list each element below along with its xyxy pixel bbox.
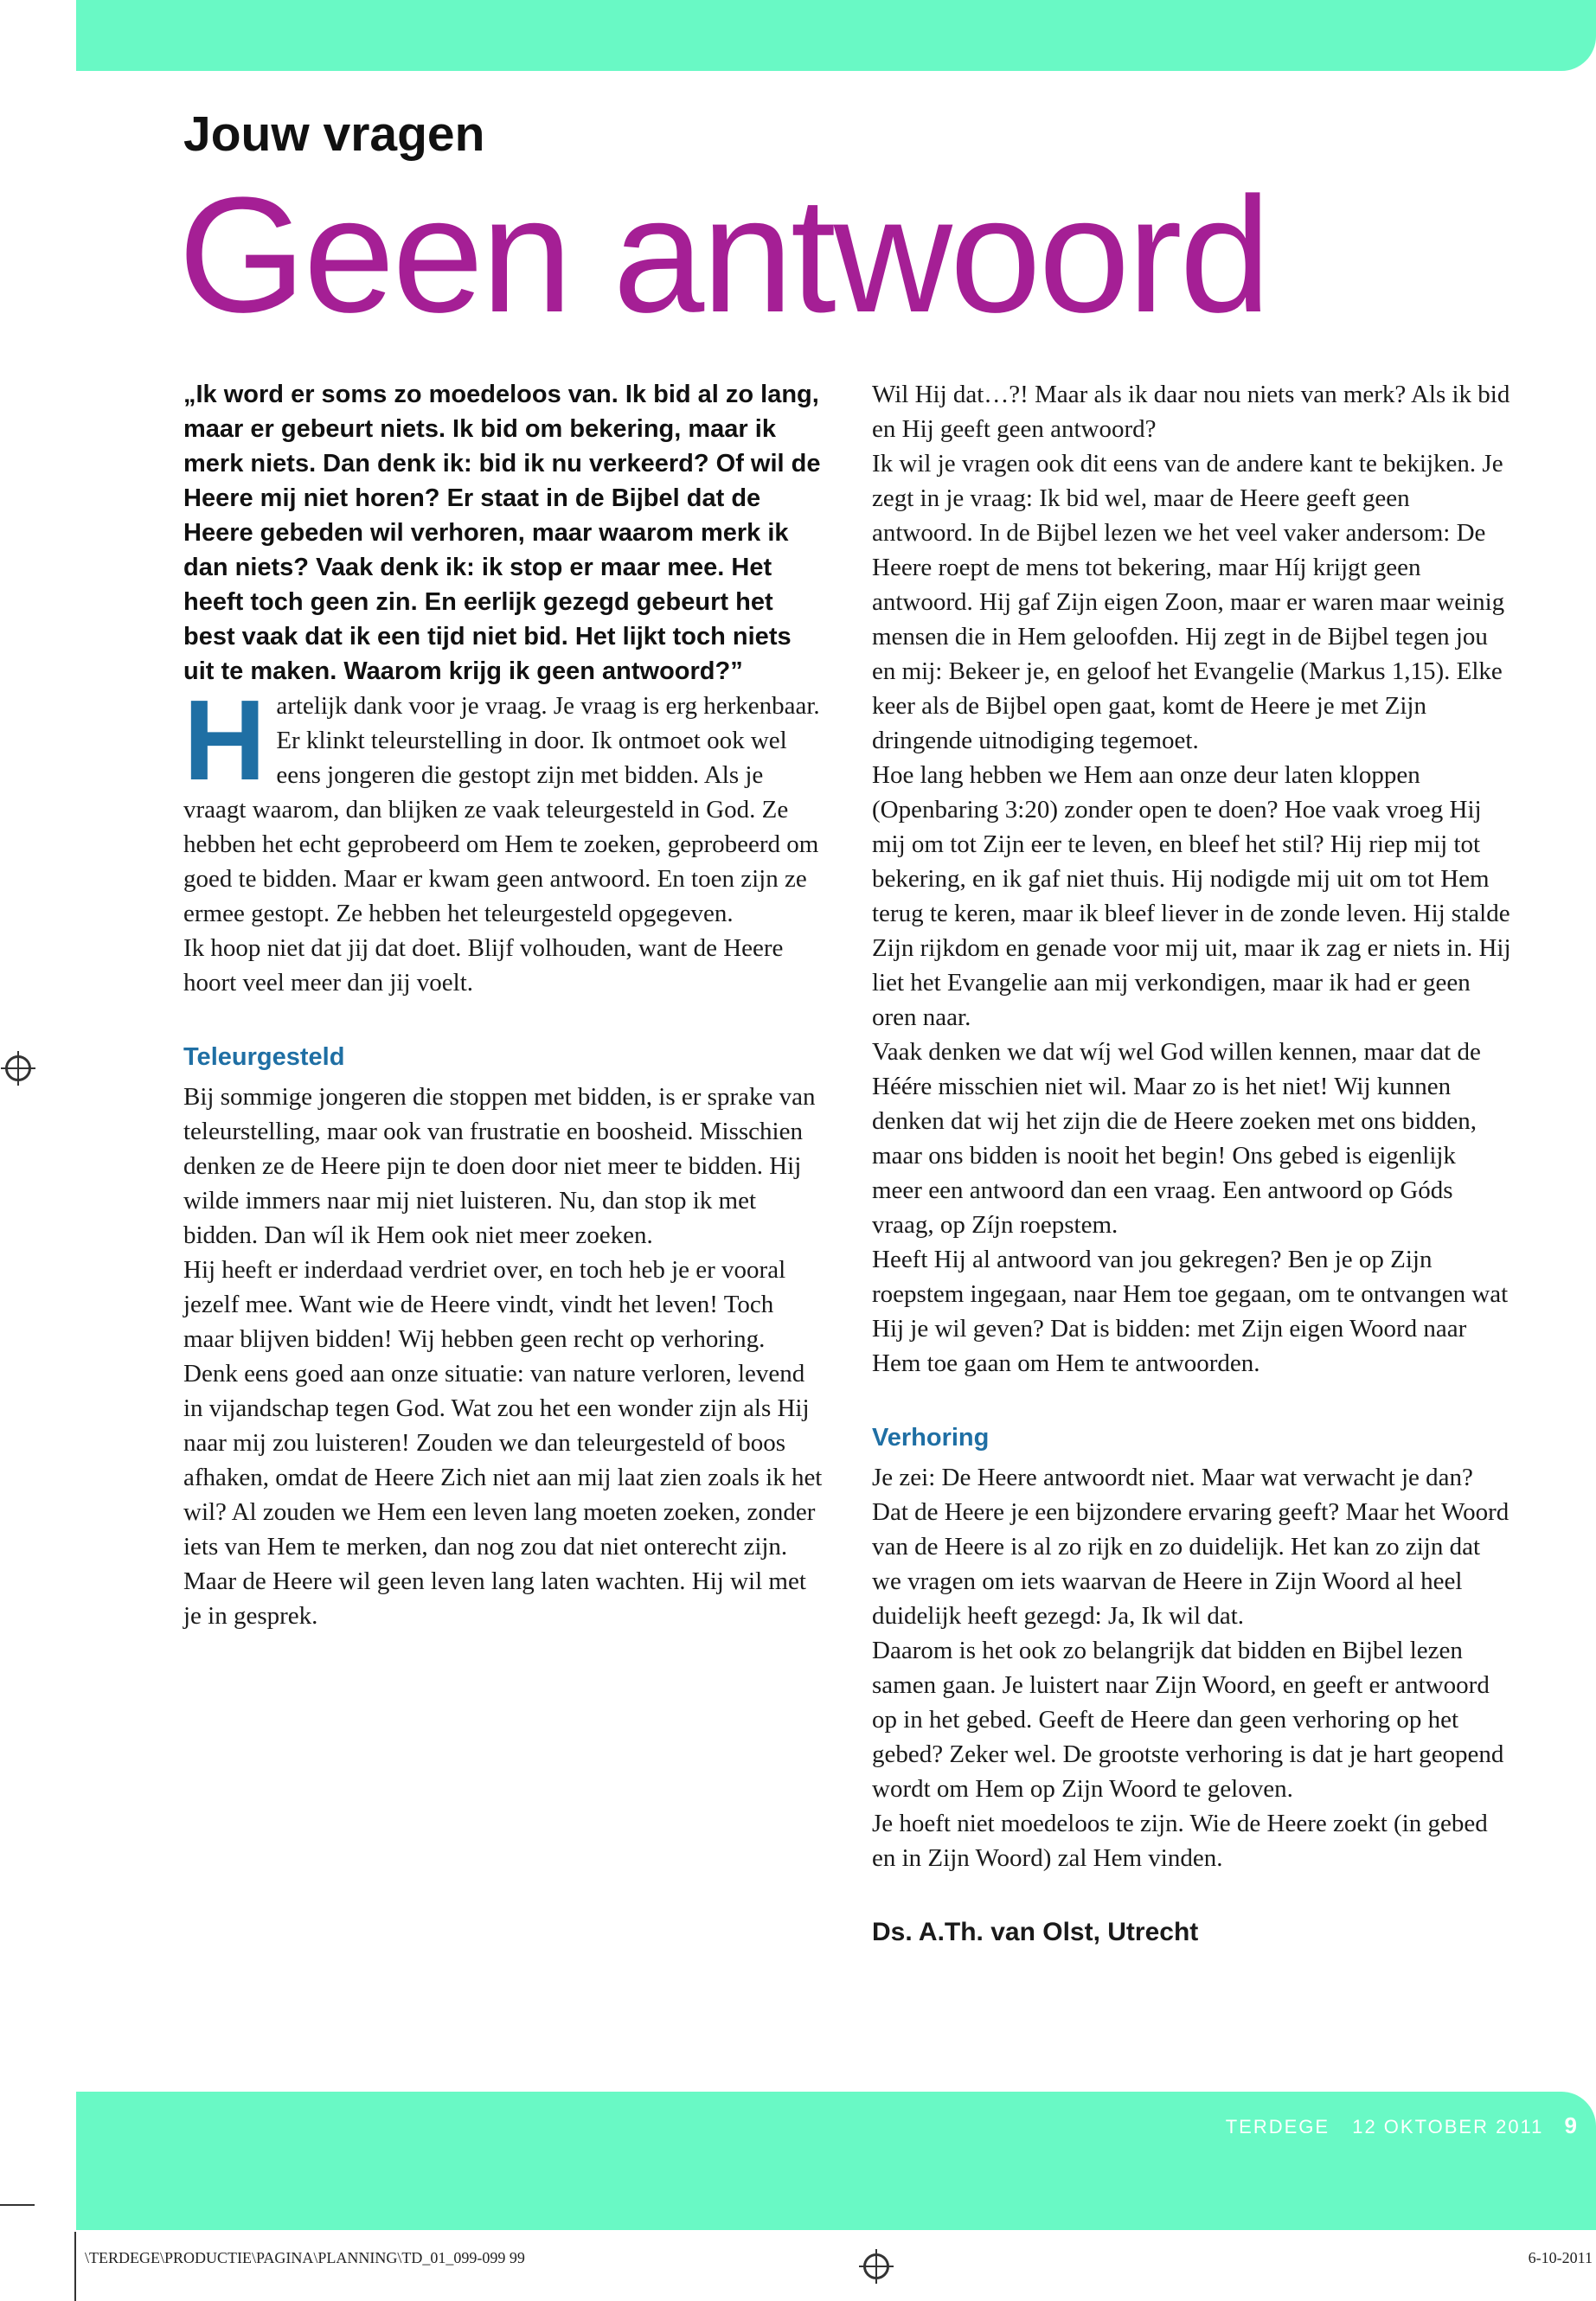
print-slug-path: \TERDEGE\PRODUCTIE\PAGINA\PLANNING\TD_01_099-099 99 <box>85 2249 525 2266</box>
section-kicker: Jouw vragen <box>183 106 485 162</box>
body-paragraph: Maar de Heere wil geen leven lang laten wachten. Hij wil met je in gesprek. <box>183 1567 806 1630</box>
magazine-name: TERDEGE <box>1225 2116 1330 2138</box>
body-paragraph: Hoe lang hebben we Hem aan onze deur laten kloppen (Openbaring 3:20) zonder open te doen? Hoe vaak vroeg Hij mij om tot Zijn eer te leven, en bleef het stil? Hij riep mij tot bekering, en ik gaf niet thuis. Hij nodigde mij uit om tot Hem terug te keren, maar ik bleef liever in de zonde leven. Hij stalde Zijn rijkdom en genade voor mij uit, maar ik zag er niets in. Hij liet het Evangelie aan mij verkondigen, maar ik had er geen oren naar. <box>872 761 1511 1031</box>
body-paragraph: Daarom is het ook zo belangrijk dat bidden en Bijbel lezen samen gaan. Je luistert naar Zijn Woord, en geeft er antwoord op in het gebed. Geeft de Heere dan geen verhoring op het gebed? Zeker wel. De grootste verhoring is dat je hart geopend wordt om Hem op Zijn Woord te geloven. <box>872 1637 1504 1803</box>
registration-mark-icon <box>863 2253 889 2279</box>
print-slug-date: 6-10-2011 <box>1528 2249 1593 2266</box>
issue-date: 12 OKTOBER 2011 <box>1352 2116 1544 2138</box>
reader-question: „Ik word er soms zo moedeloos van. Ik bid al zo lang, maar er gebeurt niets. Ik bid om bekering, maar ik merk niets. Dan denk ik: bid ik nu verkeerd? Of wil de Heere mij niet horen? Er staat in de Bijbel dat de Heere gebeden wil verhoren, maar waarom merk ik dan niets? Vaak denk ik: ik stop er maar mee. Het heeft toch geen zin. En eerlijk gezegd gebeurt het best vaak dat ik een tijd niet bid. Het lijkt toch niets uit te maken. Waarom krijg ik geen antwoord?” <box>183 381 821 685</box>
intro-paragraph-2: Ik hoop niet dat jij dat doet. Blijf volhouden, want de Heere hoort veel meer dan jij voelt. <box>183 934 784 997</box>
subheading-teleurgesteld: Teleurgesteld <box>183 1043 345 1071</box>
body-paragraph: Heeft Hij al antwoord van jou gekregen? Ben je op Zijn roepstem ingegaan, naar Hem toe gegaan, om te ontvangen wat Hij je wil geven? Dat is bidden: met Zijn eigen Woord naar Hem toe gaan om Hem te antwoorden. <box>872 1246 1509 1377</box>
right-column <box>872 377 1512 1950</box>
page-folio <box>1226 2112 1579 2139</box>
body-paragraph: Wil Hij dat…?! Maar als ik daar nou niets van merk? Als ik bid en Hij geeft geen antwoord? <box>872 381 1510 443</box>
page-title: Geen antwoord <box>178 163 1269 347</box>
registration-mark-icon <box>5 1055 31 1081</box>
top-color-band <box>76 0 1596 71</box>
left-column <box>183 377 824 1633</box>
body-paragraph: Vaak denken we dat wíj wel God willen kennen, maar dat de Héére misschien niet wil. Maar zo is het niet! Wij kunnen denken dat wij het zijn die de Heere zoeken met ons bidden, maar ons bidden is nooit het begin! Ons gebed is eigenlijk meer een antwoord dan een vraag. Een antwoord op Góds vraag, op Zíjn roepstem. <box>872 1038 1481 1239</box>
body-paragraph: Je zei: De Heere antwoordt niet. Maar wat verwacht je dan? Dat de Heere je een bijzondere ervaring geeft? Maar het Woord van de Heere is al zo rijk en zo duidelijk. Het kan zo zijn dat we vragen om iets waarvan de Heere in Zijn Woord al heel duidelijk heeft gezegd: Ja, Ik wil dat. <box>872 1464 1509 1630</box>
intro-text: artelijk dank voor je vraag. Je vraag is erg herkenbaar. Er klinkt teleurstelling in door. Ik ontmoet ook wel eens jongeren die gestopt zijn met bidden. Als je vraagt waarom, dan blijken ze vaak teleurgesteld in God. Ze hebben het echt geprobeerd om Hem te zoeken, geprobeerd om goed te bidden. Maar er kwam geen antwoord. En toen zijn ze ermee gestopt. Ze hebben het teleurgesteld opgegeven. <box>183 692 820 927</box>
body-paragraph: Hij heeft er inderdaad verdriet over, en toch heb je er vooral jezelf mee. Want wie de Heere vindt, vindt het leven! Toch maar blijven bidden! Wij hebben geen recht op verhoring. Denk eens goed aan onze situatie: van nature verloren, levend in vijandschap tegen God. Wat zou het een wonder zijn als Hij naar mij zou luisteren! Zouden we dan teleurgesteld of boos afhaken, omdat de Heere Zich niet aan mij laat zien zoals ik het wil? Al zouden we Hem een leven lang moeten zoeken, zonder iets van Hem te merken, dan nog zou dat niet onterecht zijn. <box>183 1256 823 1561</box>
page-number: 9 <box>1564 2112 1579 2138</box>
intro-paragraph <box>183 676 824 931</box>
body-paragraph: Ik wil je vragen ook dit eens van de andere kant te bekijken. Je zegt in je vraag: Ik bid wel, maar de Heere geeft geen antwoord. In de Bijbel lezen we het veel vaker andersom: De Heere roept de mens tot bekering, maar Híj krijgt geen antwoord. Hij gaf Zijn eigen Zoon, maar er waren maar weinig mensen die in Hem geloofden. Hij zegt in de Bijbel tegen jou en mij: Bekeer je, en geloof het Evangelie (Markus 1,15). Elke keer als de Bijbel open gaat, komt de Heere je met Zijn dringende uitnodiging tegemoet. <box>872 450 1505 754</box>
subheading-verhoring: Verhoring <box>872 1424 990 1452</box>
author-signature: Ds. A.Th. van Olst, Utrecht <box>872 1918 1199 1946</box>
drop-cap: H <box>183 676 266 804</box>
body-paragraph: Bij sommige jongeren die stoppen met bidden, is er sprake van teleurstelling, maar ook van frustratie en boosheid. Misschien denken ze de Heere pijn te doen door niet meer te bidden. Hij wilde immers naar mij niet luisteren. Nu, dan stop ik met bidden. Dan wíl ik Hem ook niet meer zoeken. <box>183 1083 816 1249</box>
crop-mark <box>0 2204 35 2206</box>
body-paragraph: Je hoeft niet moedeloos te zijn. Wie de Heere zoekt (in gebed en in Zijn Woord) zal Hem vinden. <box>872 1810 1488 1872</box>
crop-mark <box>74 2232 76 2301</box>
